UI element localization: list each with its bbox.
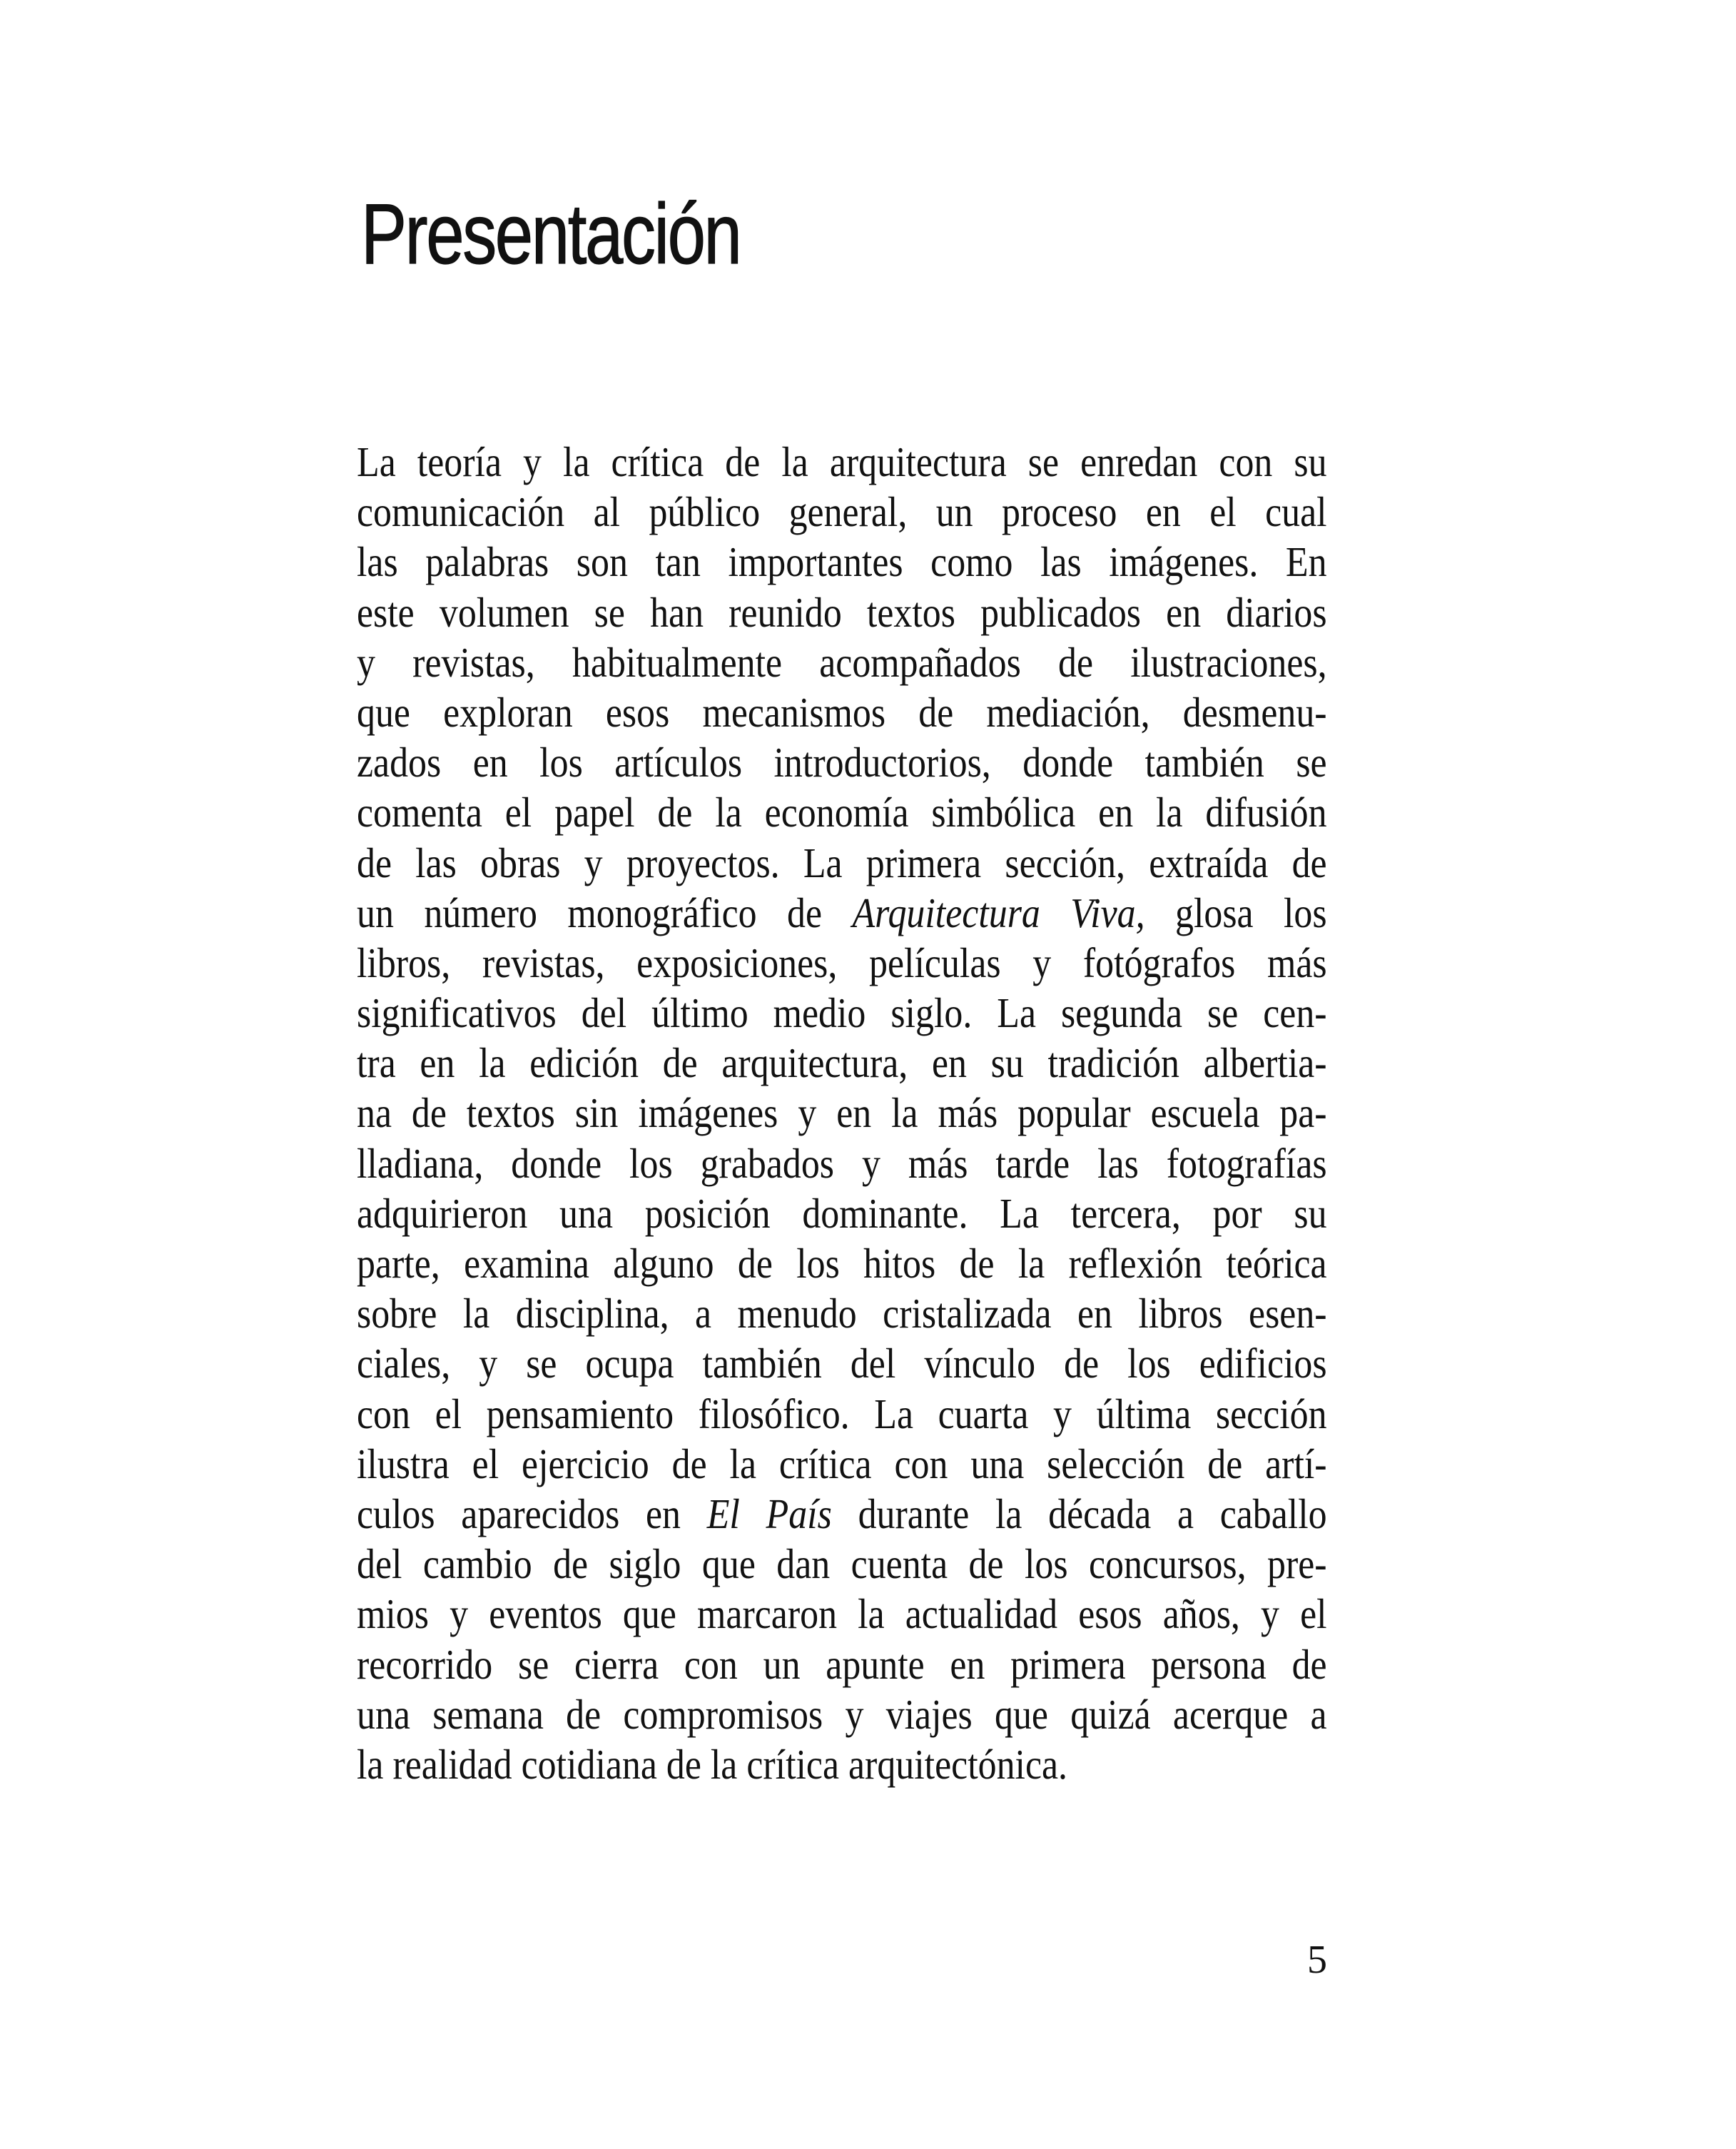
- body-text-segment: parte, examina alguno de los hitos de la reflexión teórica: [357, 1240, 1327, 1287]
- body-line: [357, 637, 1327, 687]
- body-text-segment: con el pensamiento filosófico. La cuarta y última sección: [357, 1390, 1327, 1437]
- body-line: [357, 888, 1327, 938]
- body-line: [357, 1238, 1327, 1288]
- body-text-segment: libros, revistas, exposiciones, películas y fotógrafos más: [357, 939, 1327, 986]
- body-line: [357, 687, 1327, 737]
- body-line: [357, 1338, 1327, 1388]
- body-text-segment: un número monográfico de: [357, 889, 853, 936]
- body-line: [357, 938, 1327, 988]
- body-text-segment: este volumen se han reunido textos publicados en diarios: [357, 588, 1327, 636]
- page-title: Presentación: [361, 186, 741, 282]
- body-line: [357, 1038, 1327, 1088]
- body-line: [357, 737, 1327, 787]
- body-line: [357, 1489, 1327, 1539]
- body-line: [357, 587, 1327, 637]
- body-text-block: [357, 437, 1327, 1807]
- body-text-segment: una semana de compromisos y viajes que quizá acerque a: [357, 1690, 1327, 1738]
- body-text-segment: lladiana, donde los grabados y más tarde las fotografías: [357, 1139, 1327, 1187]
- body-line: [357, 1689, 1327, 1739]
- body-text-segment: mios y eventos que marcaron la actualidad esos años, y el: [357, 1590, 1327, 1638]
- italic-title-text: Arquitectura Viva,: [852, 889, 1145, 936]
- body-text-segment: ilustra el ejercicio de la crítica con una selección de artí-: [357, 1440, 1327, 1487]
- body-text-segment: significativos del último medio siglo. La segunda se cen-: [357, 989, 1327, 1037]
- body-line: [357, 437, 1327, 487]
- body-line: [357, 1188, 1327, 1238]
- italic-title-text: El País: [706, 1490, 832, 1537]
- page-number: 5: [1307, 1938, 1327, 1982]
- body-line: [357, 1088, 1327, 1138]
- body-text-segment: que exploran esos mecanismos de mediación, desmenu-: [357, 688, 1327, 736]
- body-line: [357, 1389, 1327, 1439]
- body-text-segment: ciales, y se ocupa también del vínculo de los edificios: [357, 1340, 1327, 1387]
- body-line: [357, 1589, 1327, 1639]
- body-paragraph: [357, 437, 1327, 1789]
- body-text-segment: na de textos sin imágenes y en la más popular escuela pa-: [357, 1089, 1327, 1137]
- body-text-segment: adquirieron una posición dominante. La tercera, por su: [357, 1189, 1327, 1237]
- body-line: [357, 1739, 1327, 1789]
- body-text-segment: del cambio de siglo que dan cuenta de los concursos, pre-: [357, 1540, 1327, 1588]
- body-text-segment: recorrido se cierra con un apunte en primera persona de: [357, 1640, 1327, 1688]
- body-text-segment: comenta el papel de la economía simbólica en la difusión: [357, 789, 1327, 836]
- body-text-segment: comunicación al público general, un proceso en el cual: [357, 488, 1327, 536]
- body-line: [357, 487, 1327, 537]
- body-line: [357, 1439, 1327, 1489]
- body-line: [357, 537, 1327, 587]
- body-text-segment: durante la década a caballo: [831, 1490, 1327, 1537]
- body-text-segment: culos aparecidos en: [357, 1490, 707, 1537]
- body-line: [357, 1288, 1327, 1338]
- body-line: [357, 1639, 1327, 1689]
- body-text-segment: tra en la edición de arquitectura, en su tradición albertia-: [357, 1039, 1327, 1087]
- body-text-segment: sobre la disciplina, a menudo cristalizada en libros esen-: [357, 1290, 1327, 1338]
- body-text-segment: las palabras son tan importantes como las imágenes. En: [357, 538, 1327, 586]
- body-line: [357, 838, 1327, 888]
- body-text-segment: y revistas, habitualmente acompañados de ilustraciones,: [357, 638, 1327, 686]
- body-line: [357, 1138, 1327, 1188]
- body-text-segment: zados en los artículos introductorios, donde también se: [357, 739, 1327, 787]
- body-text-segment: la realidad cotidiana de la crítica arquitectónica.: [357, 1740, 1068, 1788]
- body-line: [357, 787, 1327, 837]
- body-line: [357, 988, 1327, 1038]
- body-line: [357, 1539, 1327, 1589]
- body-text-segment: La teoría y la crítica de la arquitectura se enredan con su: [357, 438, 1327, 485]
- body-text-segment: glosa los: [1144, 889, 1327, 936]
- body-text-segment: de las obras y proyectos. La primera sección, extraída de: [357, 839, 1327, 886]
